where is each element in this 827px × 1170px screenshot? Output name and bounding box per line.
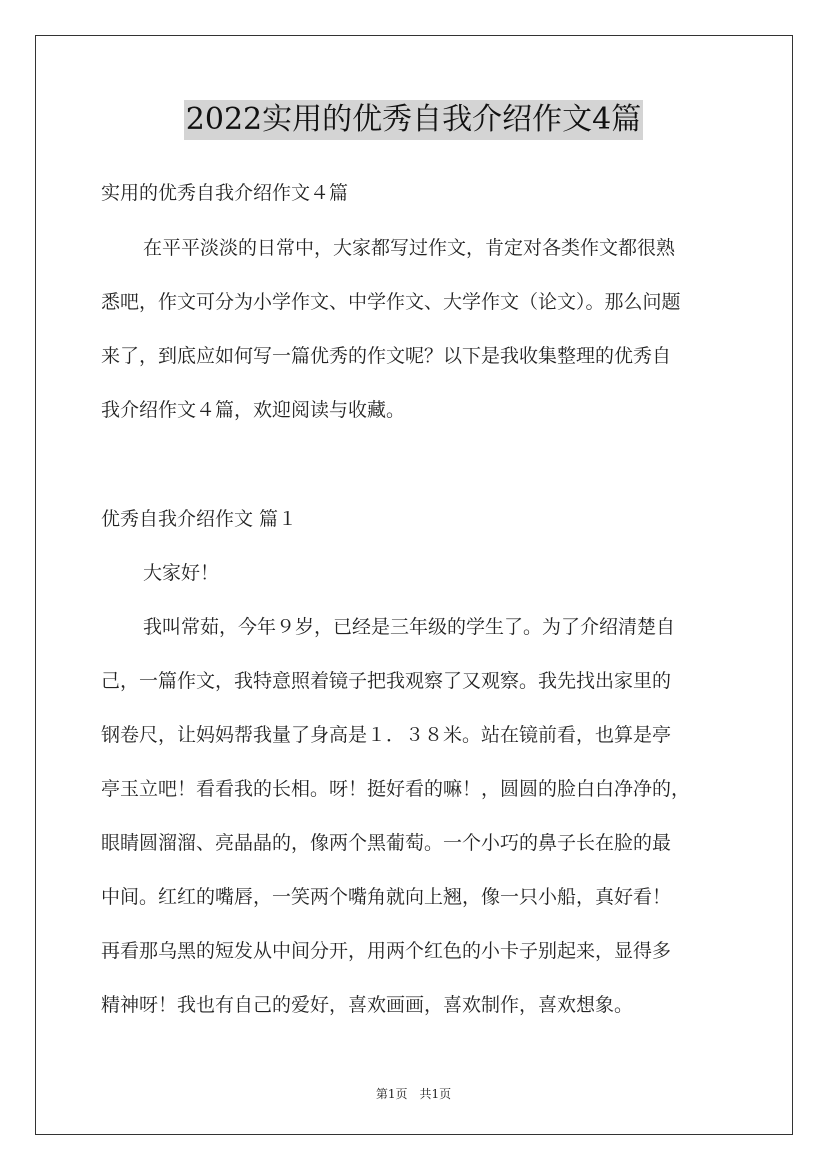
section-heading: 优秀自我介绍作文 篇１ (101, 508, 298, 530)
intro-line-4: 我介绍作文４篇，欢迎阅读与收藏。 (101, 399, 406, 421)
intro-line-2: 悉吧，作文可分为小学作文、中学作文、大学作文（论文）。那么问题 (101, 291, 681, 313)
intro-line-1: 在平平淡淡的日常中，大家都写过作文，肯定对各类作文都很熟 (143, 237, 676, 259)
body-line-6: 中间。红红的嘴唇，一笑两个嘴角就向上翘，像一只小船，真好看！ (101, 886, 672, 908)
document-title: 2022实用的优秀自我介绍作文4篇 (184, 100, 643, 140)
body-line-2: 己，一篇作文，我特意照着镜子把我观察了又观察。我先找出家里的 (101, 670, 672, 692)
body-line-3: 钢卷尺，让妈妈帮我量了身高是１．３８米。站在镜前看，也算是亭 (101, 724, 672, 746)
body-line-1: 我叫常茹，今年９岁，已经是三年级的学生了。为了介绍清楚自 (143, 616, 676, 638)
page-number-total: 共1页 (419, 1087, 452, 1101)
body-line-5: 眼睛圆溜溜、亮晶晶的，像两个黑葡萄。一个小巧的鼻子长在脸的最 (101, 832, 672, 854)
page-number-current: 第1页 (375, 1087, 408, 1101)
title-container (0, 100, 827, 140)
greeting-line: 大家好！ (143, 562, 220, 584)
page-footer (0, 1086, 827, 1102)
document-subtitle: 实用的优秀自我介绍作文４篇 (101, 182, 349, 204)
body-line-7: 再看那乌黑的短发从中间分开，用两个红色的小卡子别起来，显得多 (101, 940, 672, 962)
intro-line-3: 来了，到底应如何写一篇优秀的作文呢？以下是我收集整理的优秀自 (101, 345, 672, 367)
body-line-4: 亭玉立吧！看看我的长相。呀！挺好看的嘛！，圆圆的脸白白净净的， (101, 778, 691, 800)
body-line-8: 精神呀！我也有自己的爱好，喜欢画画，喜欢制作，喜欢想象。 (101, 994, 634, 1016)
